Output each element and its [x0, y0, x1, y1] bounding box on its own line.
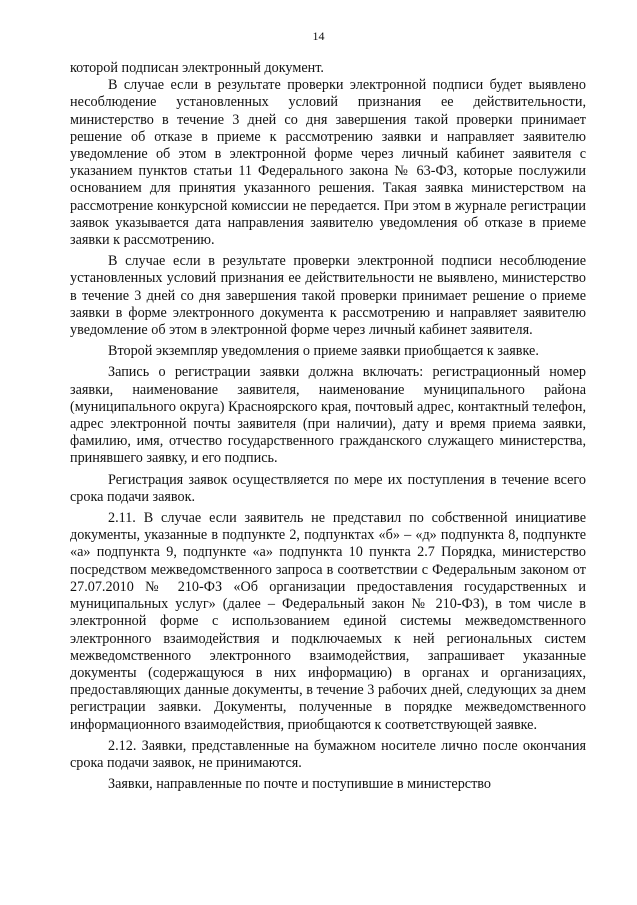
paragraph-continuation: которой подписан электронный документ.	[70, 60, 324, 76]
paragraph-registration-record: Запись о регистрации заявки должна включать: регистрационный номер заявки, наименование заявителя, наименование муниципального района (муниципального округа) Красноярского края, почтовый адрес, контактный телефон, адрес электронной почты заявителя (при наличии), дату и время приема заявки, фамилию, имя, отчество государственного гражданского служащего министерства, принявшего заявку, и его подпись.	[70, 364, 586, 467]
page-number: 14	[312, 29, 325, 43]
document-body	[70, 60, 586, 793]
paragraph-2-12: 2.12. Заявки, представленные на бумажном носителе лично после окончания срока подачи заявок, не принимаются.	[70, 737, 586, 771]
paragraph-second-copy: Второй экземпляр уведомления о приеме заявки приобщается к заявке.	[108, 343, 539, 360]
paragraph-signature-acceptance: В случае если в результате проверки электронной подписи несоблюдение установленных условий признания ее действительности не выявлено, министерство в течение 3 дней со дня завершения такой проверки принимает решение о приеме заявки в форме электронного документа к рассмотрению и направляет заявителю уведомление об этом в электронной форме через личный кабинет заявителя.	[70, 253, 586, 339]
paragraph-mail-applications: Заявки, направленные по почте и поступившие в министерство	[108, 776, 491, 793]
paragraph-2-11: 2.11. В случае если заявитель не представил по собственной инициативе документы, указанные в подпункте 2, подпунктах «б» – «д» подпункта 8, подпункте «а» подпункта 9, подпункте «а» подпункта 10 пункта 2.7 Порядка, министерство посредством межведомственного запроса в соответствии с Федеральным законом от 27.07.2010 № 210-ФЗ «Об организации предоставления государственных и муниципальных услуг» (далее – Федеральный закон № 210-ФЗ), в том числе в электронной форме с использованием единой системы межведомственного электронного взаимодействия и подключаемых к ней региональных систем межведомственного электронного взаимодействия, запрашивает указанные документы (содержащуюся в них информацию) в органах и организациях, предоставляющих данные документы, в течение 3 рабочих дней, следующих за днем регистрации заявки. Документы, полученные в порядке межведомственного информационного взаимодействия, приобщаются к соответствующей заявке.	[70, 510, 586, 733]
paragraph-registration-order: Регистрация заявок осуществляется по мере их поступления в течение всего срока подачи заявок.	[70, 471, 586, 505]
paragraph-signature-rejection: В случае если в результате проверки электронной подписи будет выявлено несоблюдение установленных условий признания ее действительности, министерство в течение 3 дней со дня завершения такой проверки принимает решение об отказе в приеме к рассмотрению заявки и направляет заявителю уведомление об этом в электронной форме через личный кабинет заявителя с указанием пунктов статьи 11 Федерального закона № 63-ФЗ, которые послужили основанием для принятия указанного решения. Такая заявка министерством на рассмотрение конкурсной комиссии не передается. При этом в журнале регистрации заявок указывается дата направления заявителю уведомления об отказе в приеме заявки к рассмотрению.	[70, 77, 586, 249]
